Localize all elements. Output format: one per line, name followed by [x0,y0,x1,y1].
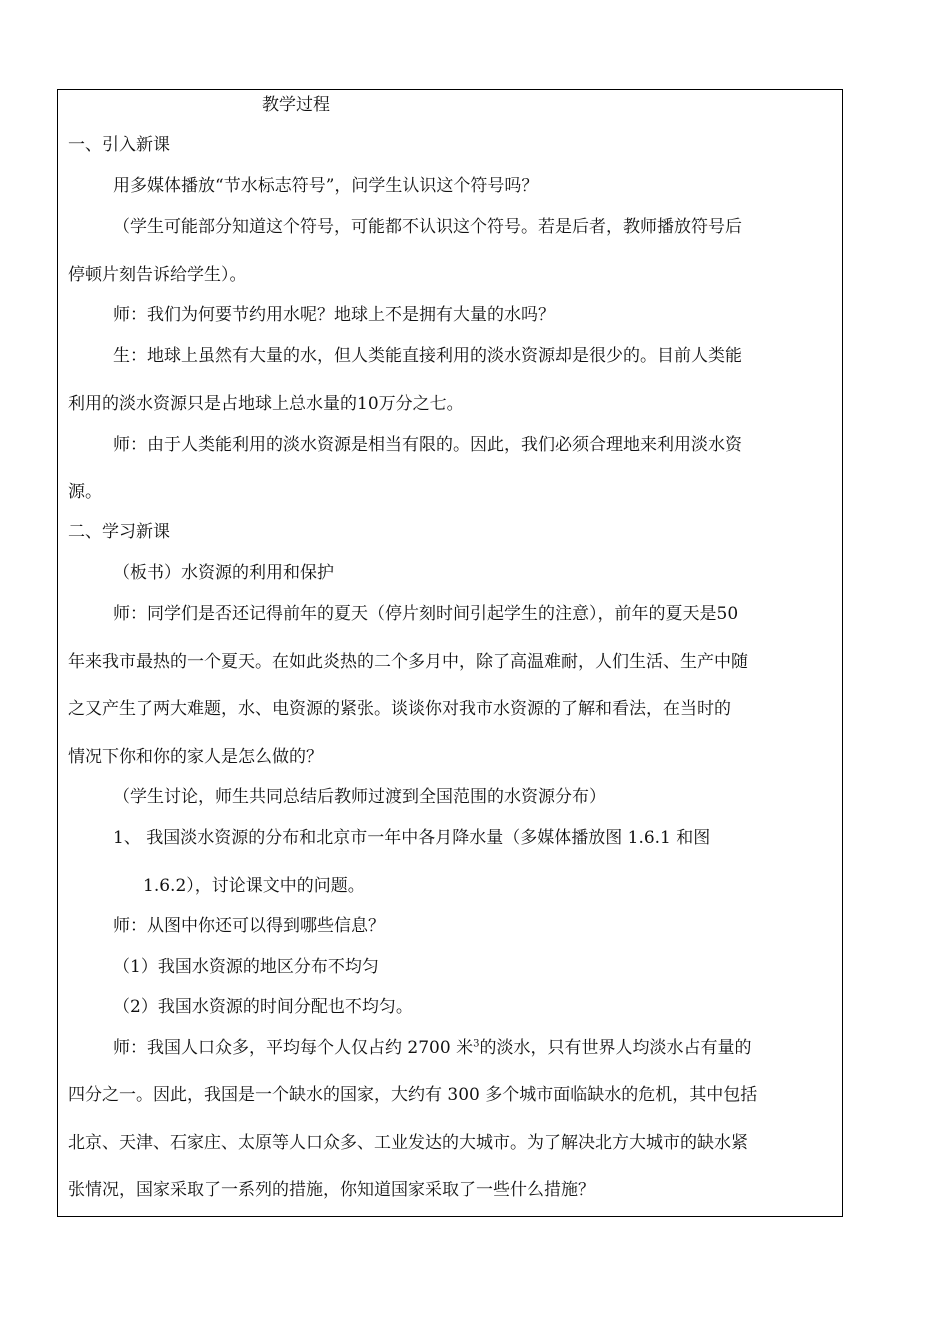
paragraph-13-line-3: 北京、天津、石家庄、太原等人口众多、工业发达的大城市。为了解决北方大城市的缺水紧 [68,1133,748,1153]
section-heading-intro: 一、引入新课 [68,135,170,155]
paragraph-13-text-b: 的淡水，只有世界人均淡水占有量的 [479,1038,752,1058]
paragraph-1: 用多媒体播放“节水标志符号”，问学生认识这个符号吗？ [113,176,539,196]
list-item-1: （1）我国水资源的地区分布不均匀 [113,957,379,977]
paragraph-3: 师：我们为何要节约用水呢？地球上不是拥有大量的水吗？ [113,305,555,325]
paragraph-6: （板书）水资源的利用和保护 [113,563,334,583]
paragraph-13-text-a: 师：我国人口众多，平均每个人仅占约 2700 米 [113,1038,474,1058]
paragraph-5-line-1: 师：由于人类能利用的淡水资源是相当有限的。因此，我们必须合理地来利用淡水资 [113,435,742,455]
paragraph-7-line-1: 师：同学们是否还记得前年的夏天（停片刻时间引起学生的注意），前年的夏天是50 [113,604,739,624]
paragraph-13-line-4: 张情况，国家采取了一系列的措施，你知道国家采取了一些什么措施？ [68,1180,595,1200]
paragraph-9-line-2: 1.6.2），讨论课文中的问题。 [143,876,365,896]
paragraph-13-line-1 [113,1037,751,1059]
paragraph-7-line-3: 之又产生了两大难题，水、电资源的紧张。谈谈你对我市水资源的了解和看法，在当时的 [68,699,731,719]
section-heading-teaching-process: 教学过程 [262,95,330,115]
superscript-3: 3 [473,1038,480,1050]
paragraph-5-line-2: 源。 [68,482,102,502]
paragraph-7-line-4: 情况下你和你的家人是怎么做的？ [68,747,323,767]
list-item-2: （2）我国水资源的时间分配也不均匀。 [113,997,413,1017]
paragraph-13-line-2: 四分之一。因此，我国是一个缺水的国家，大约有 300 多个城市面临缺水的危机，其中包括 [68,1085,758,1105]
paragraph-2-line-2: 停顿片刻告诉给学生）。 [68,265,247,285]
paragraph-4-line-1: 生：地球上虽然有大量的水，但人类能直接利用的淡水资源却是很少的。目前人类能 [113,346,742,366]
paragraph-2-line-1: （学生可能部分知道这个符号，可能都不认识这个符号。若是后者，教师播放符号后 [113,217,742,237]
paragraph-9-line-1: 1、 我国淡水资源的分布和北京市一年中各月降水量（多媒体播放图 1.6.1 和图 [113,828,711,848]
paragraph-4-line-2: 利用的淡水资源只是占地球上总水量的10万分之七。 [68,394,464,414]
section-heading-new-lesson: 二、学习新课 [68,522,170,542]
paragraph-7-line-2: 年来我市最热的一个夏天。在如此炎热的二个多月中，除了高温难耐，人们生活、生产中随 [68,652,748,672]
paragraph-8: （学生讨论，师生共同总结后教师过渡到全国范围的水资源分布） [113,787,606,807]
paragraph-10: 师：从图中你还可以得到哪些信息？ [113,916,385,936]
